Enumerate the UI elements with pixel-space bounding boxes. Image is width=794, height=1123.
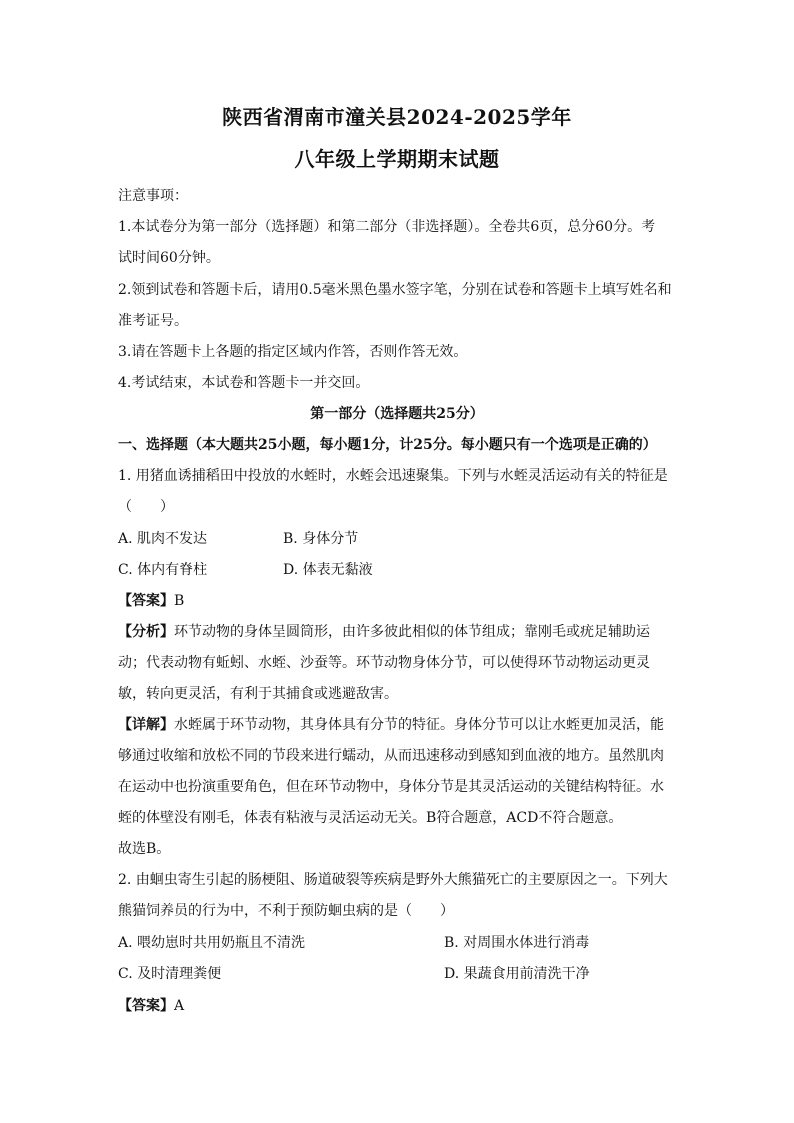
q1-stem: 1. 用猪血诱捕稻田中投放的水蛭时，水蛭会迅速聚集。下列与水蛭灵活运动有关的特征是 (118, 468, 668, 484)
answer-tag: 【答案】 (118, 998, 174, 1014)
q1-option-a: A. 肌肉不发达 (118, 531, 208, 547)
q1-option-c: C. 体内有脊柱 (118, 562, 208, 578)
notice-item-2: 2.领到试卷和答题卡后，请用0.5毫米黑色墨水签字笔，分别在试卷和答题卡上填写姓名和 (118, 282, 672, 298)
section-heading: 一、选择题（本大题共25小题，每小题1分，计25分。每小题只有一个选项是正确的） (118, 437, 657, 453)
q1-detail-cont-3: 蛭的体壁没有刚毛，体表有粘液与灵活运动无关。B符合题意，ACD不符合题意。 (118, 810, 623, 826)
q1-detail-cont-1: 够通过收缩和放松不同的节段来进行蠕动，从而迅速移动到感知到血液的地方。虽然肌肉 (118, 748, 664, 764)
q1-analysis-cont-1: 动；代表动物有蚯蚓、水蛭、沙蚕等。环节动物身体分节，可以使得环节动物运动更灵 (118, 655, 650, 671)
notice-item-1-cont: 试时间60分钟。 (118, 250, 220, 266)
q2-answer (118, 996, 678, 1016)
q2-option-d: D. 果蔬食用前清洗干净 (444, 966, 590, 982)
part-heading: 第一部分（选择题共25分） (310, 406, 484, 422)
notice-item-2-cont: 准考证号。 (118, 313, 188, 329)
q2-stem-cont: 熊猫饲养员的行为中，不利于预防蛔虫病的是（ ） (118, 903, 454, 919)
notice-heading: 注意事项： (118, 188, 188, 204)
q2-stem: 2. 由蛔虫寄生引起的肠梗阻、肠道破裂等疾病是野外大熊猫死亡的主要原因之一。下列大 (118, 872, 668, 888)
page-subtitle: 八年级上学期期末试题 (294, 147, 500, 171)
detail-tag: 【详解】 (118, 717, 174, 733)
notice-item-3: 3.请在答题卡上各题的指定区域内作答，否则作答无效。 (118, 344, 468, 360)
q1-analysis-cont-2: 敏，转向更灵活，有利于其捕食或逃避敌害。 (118, 686, 398, 702)
answer-value: A (174, 998, 185, 1014)
q1-analysis (118, 622, 678, 642)
answer-value: B (174, 593, 185, 609)
q2-option-c: C. 及时清理粪便 (118, 966, 222, 982)
q1-conclusion: 故选B。 (118, 841, 171, 857)
analysis-tag: 【分析】 (118, 624, 174, 640)
q1-option-b: B. 身体分节 (283, 531, 359, 547)
q2-option-a: A. 喂幼崽时共用奶瓶且不清洗 (118, 935, 306, 951)
q1-detail-cont-2: 在运动中也扮演重要角色，但在环节动物中，身体分节是其灵活运动的关键结构特征。水 (118, 779, 664, 795)
page-title: 陕西省渭南市潼关县2024-2025学年 (222, 105, 572, 129)
q1-option-d: D. 体表无黏液 (283, 562, 373, 578)
q1-answer (118, 591, 678, 611)
notice-item-4: 4.考试结束，本试卷和答题卡一并交回。 (118, 375, 370, 391)
q1-stem-cont: （ ） (118, 499, 174, 515)
answer-tag: 【答案】 (118, 593, 174, 609)
notice-item-1: 1.本试卷分为第一部分（选择题）和第二部分（非选择题）。全卷共6页，总分60分。考 (118, 219, 656, 235)
q2-option-b: B. 对周围水体进行消毒 (444, 935, 590, 951)
q1-detail (118, 715, 678, 735)
analysis-text: 环节动物的身体呈圆筒形，由许多彼此相似的体节组成；靠刚毛或疣足辅助运 (174, 624, 650, 640)
detail-text: 水蛭属于环节动物，其身体具有分节的特征。身体分节可以让水蛭更加灵活，能 (174, 717, 664, 733)
